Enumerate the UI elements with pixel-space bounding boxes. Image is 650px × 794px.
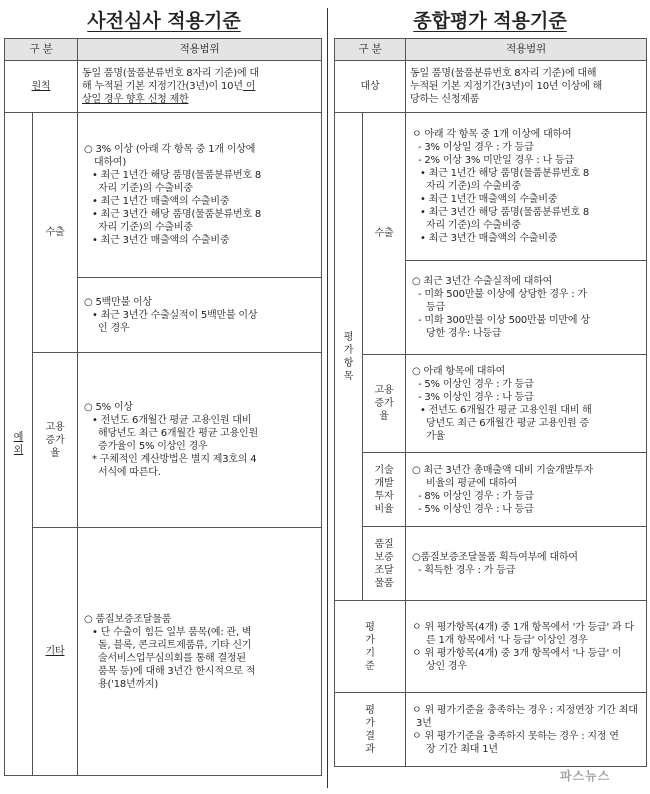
criteria-label: 평 가 기 준 [335, 601, 406, 693]
employment-label: 고용 증가 율 [33, 353, 78, 528]
header-category: 구 분 [5, 39, 78, 61]
principle-text: 동일 품명(물품분류번호 8자리 기준)에 대 해 누적된 기본 지정기간(3년)이 10년 이 상일 경우 향후 신청 제한 [78, 61, 322, 113]
center-divider [327, 8, 328, 788]
target-text: 동일 품명(물품분류번호 8자리 기준)에 대해 누적된 기본 지정기간(3년)이 10년 이상에 해 당하는 신청제품 [406, 61, 647, 113]
rnd-text: ○ 최근 3년간 총매출액 대비 기술개발투자 비율의 평균에 대하여 - 8% 이상인 경우 : 가 등급 - 5% 이상인 경우 : 나 등급 [406, 453, 647, 527]
criteria-text: ㅇ 위 평가항목(4개) 중 1개 항목에서 '가 등급' 과 다 른 1개 항목에서 '나 등급' 이상인 경우 ㅇ 위 평가항목(4개) 중 3개 항목에서 '나 등급' 이 상인 경우 [406, 601, 647, 693]
result-label: 평 가 결 과 [335, 693, 406, 767]
header-scope: 적용범위 [78, 39, 322, 61]
employment-text: ○ 아래 항목에 대하여 - 5% 이상인 경우 : 가 등급 - 3% 이상인 경우 : 나 등급 • 전년도 6개월간 평균 고용인원 대비 해 당년도 최근 6개월간 평균 고용인원 증 가율 [406, 355, 647, 453]
export-block-1: ○ 3% 이상 (아래 각 항목 중 1개 이상에 대하여) • 최근 1년간 해당 품명(물품분류번호 8 자리 기준)의 수출비중 • 최근 1년간 매출액의 수출비중 • 최근 3년간 해당 품명(물품분류번호 8 자리 기준)의 수출비중 • 최근 3년간 매출액의 수출비중 [78, 113, 322, 278]
right-title: 종합평가 적용기준 [413, 10, 567, 32]
header-category: 구 분 [335, 39, 406, 61]
export-block-2: ○ 최근 3년간 수출실적에 대하여 - 미화 500만불 이상에 상당한 경우 : 가 등급 - 미화 300만불 이상 500만불 미만에 상 당한 경우: 나등급 [406, 261, 647, 355]
left-title: 사전심사 적용기준 [87, 10, 241, 32]
employment-label: 고용 증가 율 [363, 355, 406, 453]
rnd-label: 기술 개발 투자 비율 [363, 453, 406, 527]
result-text: ㅇ 위 평가기준을 충족하는 경우 : 지정연장 기간 최대 3년 ㅇ 위 평가기준을 충족하지 못하는 경우 : 지정 연 장 기간 최대 1년 [406, 693, 647, 767]
header-scope: 적용범위 [406, 39, 647, 61]
export-label: 수출 [363, 113, 406, 355]
other-text: ○ 품질보증조달물품 • 단 수출이 힘든 일부 품목(예: 관, 벽 돌, 블록, 콘크리트제품류, 기타 신기 술서비스업무심의회를 통해 결정된 품목 등)에 대해 3년간 한시적으로 적 용('18년까지) [78, 528, 322, 776]
eval-items-label: 평 가 항 목 [335, 113, 363, 601]
other-label: 기타 [33, 528, 78, 776]
quality-text: ○품질보증조달물품 획득여부에 대하여 - 획득한 경우 : 가 등급 [406, 527, 647, 601]
quality-label: 품질 보증 조달 물품 [363, 527, 406, 601]
comprehensive-eval-table [334, 38, 647, 767]
pre-review-table [4, 38, 322, 776]
export-block-2: ○ 5백만불 이상 • 최근 3년간 수출실적이 5백만불 이상 인 경우 [78, 278, 322, 353]
target-label: 대상 [335, 61, 406, 113]
watermark-logo: 파스뉴스 [560, 769, 611, 783]
export-block-1: ㅇ 아래 각 항목 중 1개 이상에 대하여 - 3% 이상일 경우 : 가 등급 - 2% 이상 3% 미만일 경우 : 나 등급 • 최근 1년간 해당 품명(물품분류번호 8 자리 기준)의 수출비중 • 최근 1년간 매출액의 수출비중 • 최근 3년간 해당 품명(물품분류번호 8 자리 기준)의 수출비중 • 최근 3년간 매출액의 수출비중 [406, 113, 647, 261]
exception-label: 예 외 [5, 113, 33, 776]
export-label: 수출 [33, 113, 78, 353]
principle-label: 원칙 [5, 61, 78, 113]
employment-text: ○ 5% 이상 • 전년도 6개월간 평균 고용인원 대비 해당년도 최근 6개월간 평균 고용인원 증가율이 5% 이상인 경우 * 구체적인 계산방법은 별지 제3호의 4 서식에 따른다. [78, 353, 322, 528]
